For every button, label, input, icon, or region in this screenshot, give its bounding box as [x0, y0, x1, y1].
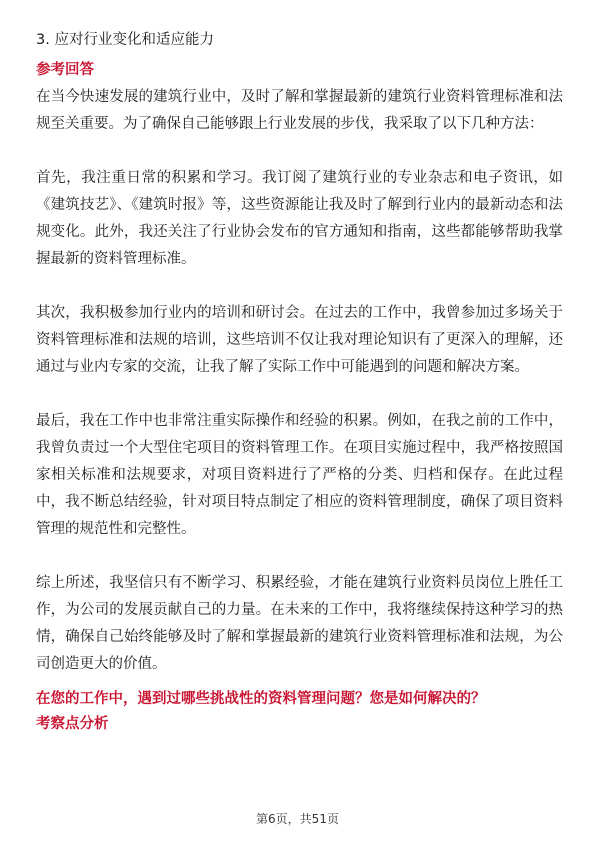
paragraph-intro: 在当今快速发展的建筑行业中，及时了解和掌握最新的建筑行业资料管理标准和法规至关重要。为了确保自己能够跟上行业发展的步伐，我采取了以下几种方法： — [36, 89, 563, 132]
page-footer: 第6页，共51页 — [256, 812, 339, 826]
paragraph-last: 最后，我在工作中也非常注重实际操作和经验的积累。例如，在我之前的工作中，我曾负责过一个大型住宅项目的资料管理工作。在项目实施过程中，我严格按照国家相关标准和法规要求，对项目资料进行了严格的分类、归档和保存。在此过程中，我不断总结经验，针对项目特点制定了相应的资料管理制度，确保了项目资料管理的规范性和完整性。 — [36, 413, 563, 537]
section-heading: 3. 应对行业变化和适应能力 — [36, 32, 214, 48]
answer-label: 参考回答 — [36, 62, 94, 78]
paragraph-second: 其次，我积极参加行业内的培训和研讨会。在过去的工作中，我曾参加过多场关于资料管理标准和法规的培训，这些培训不仅让我对理论知识有了更深入的理解，还通过与业内专家的交流，让我了解了实际工作中可能遇到的问题和解决方案。 — [36, 305, 563, 375]
analysis-label: 考察点分析 — [36, 716, 109, 732]
paragraph-summary: 综上所述，我坚信只有不断学习、积累经验，才能在建筑行业资料员岗位上胜任工作，为公司的发展贡献自己的力量。在未来的工作中，我将继续保持这种学习的热情，确保自己始终能够及时了解和掌握最新的建筑行业资料管理标准和法规，为公司创造更大的价值。 — [36, 575, 563, 672]
next-question: 在您的工作中，遇到过哪些挑战性的资料管理问题？您是如何解决的？ — [36, 691, 486, 707]
paragraph-first: 首先，我注重日常的积累和学习。我订阅了建筑行业的专业杂志和电子资讯，如《建筑技艺》、《建筑时报》等，这些资源能让我及时了解到行业内的最新动态和法规变化。此外，我还关注了行业协会发布的官方通知和指南，这些都能够帮助我掌握最新的资料管理标准。 — [36, 170, 563, 267]
document-page — [36, 30, 563, 738]
